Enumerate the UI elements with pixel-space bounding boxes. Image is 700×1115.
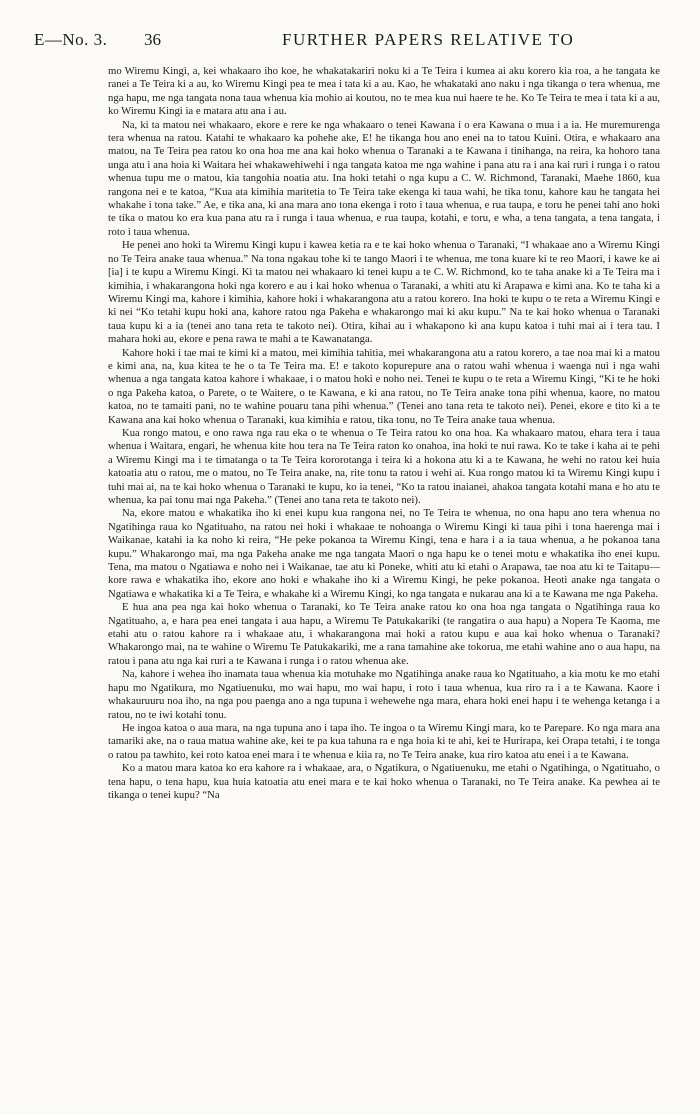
running-title: FURTHER PAPERS RELATIVE TO — [282, 30, 575, 49]
paragraph-7: E hua ana pea nga kai hoko whenua o Taranaki, ko Te Teira anake ratou ko ona hoa nga tangata o Ngatihinga raua ko Ngatituaho, a, e hara pea enei tangata i aua hapu, a Wiremu Te Patukakariki (te rangatira o aua hapu) a Nopera Te Kaoma, me etahi atu o ratou kahore ra i whakaae atu, i whakarangona mai hoki a ratou kupu e aua kai hoko whenua o Taranaki? Whakarongo mai, na te wahine o Wiremu Te Patukakariki, me a rana tamahine ake tokorua, me etahi wahine ano o aua hapu, na ratou i pana atu nga kai ruri a te Kawana i runga i o ratou whenua ake. — [108, 601, 660, 667]
paragraph-8: Na, kahore i wehea iho inamata taua whenua kia motuhake mo Ngatihinga anake raua ko Ngatituaho, a kia motu ke mo etahi hapu mo Ngatikura, mo Ngatiuenuku, mo wai hapu, mo wai hapu, i roto i taua whenua, kua riro ra i a te Kawana. Kaore i whakauruuru noa iho, na nga pou paenga ano a nga tupuna i wehewehe nga mara, ehara hoki enei hapu i te wehenga ketanga i a ratou, no te iwi kotahi tonu. — [108, 668, 660, 721]
paragraph-2: Na, ki ta matou nei whakaaro, ekore e rere ke nga whakaaro o tenei Kawana i o era Kawana o mua i a ia. He muremurenga tera whenua na ratou. Katahi te whakaaro ka pohehe ake, E! he tikanga hou ano enei na to tatou Kuini. Otira, e whakaaro ana matou, na Te Teira pea ratou ko ona hoa me ana kai hoko whenua o Taranaki a te Kawana i tinihanga, na reira, ka hohoro tana unga atu i ana hoia ki Waitara hei whakawehiwehi i nga tangata katoa me nga wahine i pana atu ra i ana kai ruri i runga i o ratou whenua tupu me o matou, kia tangohia noatia atu. Ina hoki tetahi o nga kupu a C. W. Richmond, Taranaki, Maehe 1860, kua rangona nei e te katoa, “Kua ata kimihia maritetia to Te Teira take ekenga ki taua wahi, he tika tonu, kahore kau he tangata hei whakahe i tona take.” Ae, e tika ana, ki ana mara ano tona ekenga i roto i taua whenua, e rua taupa, e toru he penei tahi ano hoki te tika o matou ko era kua pana atu ra i runga i taua whenua, e rua taupa, kotahi, e toru, e wha, a tena tangata, a tena tangata, i roto i taua whenua. — [108, 118, 660, 238]
paragraph-5: Kua rongo matou, e ono rawa nga rau eka o te whenua o Te Teira ratou ko ona hoa. Ka whakaaro matou, ehara tera i taua whenua i Waitara, engari, he whenua kite hou tera na Te Teira raton ko onahoa, ina hoki te nui rawa. Ko te take i kaha ai te pehi a Wiremu Kingi ma i te timatanga o ta Te Teira kororotanga i teira ki a hokona atu ki a te Kawana, he wehi no ratou kei huia katoatia atu o ratou, me o matou, no Te Teira anake, na, rite tonu ta ratou i wehi ai. Kua rongo matou ki ta Wiremu Kingi kupu i tuhi mai ai, na te kai hoko whenua o Taranaki te kupu, ko ia tenei, “Ko ta ratou inaianei, ahakoa tangata kotahi mana e ho atu te whenua, ka pai tonu mai nga Pakeha.” (Tenei ano tana reta te takoto nei). — [108, 426, 660, 506]
page-header — [34, 30, 674, 54]
paragraph-3: He penei ano hoki ta Wiremu Kingi kupu i kawea ketia ra e te kai hoko whenua o Taranaki, “I whakaae ano a Wiremu Kingi no Te Teira anake taua whenua.” Na tona ngakau tohe ki te tango Maori i te whenua, me tona kuare ki te reo Maori, i kawe ke ai [ia] i te kupu a Wiremu Kingi. Ki ta matou nei whakaaro ki tenei kupu a te C. W. Richmond, ko te taha anake ki a Te Teira ma i kimihia, i whakarangona hoki nga korero e au i kai hoko whenua o Taranaki, a whiti atu ki Arapawa e kimi ana. Ko te taha ki a Wiremu Kingi ma, kahore i kimihia, kahore hoki i whakarangona atu a ratou korero. Ina hoki te kupu o te reta a Wiremu Kingi e ki nei “Ko tetahi kupu hoki ana, kahore ratou nga Pakeha e whakarongo mai ki aku kupu.” Na te kai hoko whenua o Taranaki taua kupu ki a ia (tenei ano tana reta te takoto nei). Otira, kihai au i whakapono ki ana kupu katoa i tuhi mai ai i tera tau. I mahara hoki au, ekore e pena rawa te mahi a te Kawanatanga. — [108, 239, 660, 346]
paragraph-9: He ingoa katoa o aua mara, na nga tupuna ano i tapa iho. Te ingoa o ta Wiremu Kingi mara, ko te Parepare. Ko nga mara ana tamariki ake, na o raua matua wahine ake, kei te pa kua tahuna ra e nga hoia ki te ahi, kei te Hurirapa, kei Orapa tetahi, i te tonga o ratou pa tawhito, kei roto katoa enei mara i te whenua e kiia ra, no Te Teira anake, kua riro katoa atu enei i a te Kawana. — [108, 721, 660, 761]
page-number: 36 — [144, 30, 161, 49]
document-body — [108, 65, 660, 802]
paragraph-10: Ko a matou mara katoa ko era kahore ra i whakaae, ara, o Ngatikura, o Ngatiuenuku, me etahi o Ngatihinga, o Ngatituaho, o tena hapu, o tena hapu, kua huia katoatia atu enei mara e te kai hoko whenua o Taranaki, no Te Teira anake. Ka pewhea ai te tikanga o tenei kupu? “Na — [108, 762, 660, 801]
paragraph-4: Kahore hoki i tae mai te kimi ki a matou, mei kimihia tahitia, mei whakarangona atu a ratou korero, a tae noa mai ki a matou e kimi ana, na, kua kitea te he o ta Te Teira ma. E! e takoto kopurepure ana o ratou wahi whenua i waenga nui i nga wahi whenua a nga tangata katoa kahore i whakaae, i o matou hoki e noho nei. Tenei te kupu o te reta a Wiremu Kingi, “Ki te he hoki o nga Pakeha katoa, o Parete, o te Waitere, o te Kawana, e ki ana ratou, no Te Teira anake tona pihi whenua, kaore, no matou katoa, no te tamaiti pani, no te wahine pouaru tana pihi whenua.” (Tenei ano tana reta te takoto nei). Penei, ekore e tito ki a te Kawana ana kai hoko whenua o Taranaki, kua kimihia e ratou, tika tonu, no Te Teira anake taua whenua. — [108, 346, 660, 426]
paragraph-6: Na, ekore matou e whakatika iho ki enei kupu kua rangona nei, no Te Teira te whenua, no ona hapu ano tera whenua no Ngatihinga raua ko Ngatituaho, na ratou nei hoki i whakaae te nohoanga o Wiremu Kingi ki taua pihi i tona haerenga mai i Waikanae, katahi ia ka noho ki reira, “He peke pokanoa ta Wiremu Kingi, tena e hara i a ia taua whenua, a he pokanoa tana kupu.” Whakarongo mai, ma nga Pakeha anake me nga tangata Maori o nga hapu ke o tenei motu e whakatika iho enei kupu. Tena, ma matou o Ngatiawa e noho nei i Waikanae, tae atu ki Poneke, whiti atu ki etahi o Arapawa, tae noa atu ki te Taitapu—kore rawa e whakatika iho, ekore ano hoki e whakahe iho ki a Wiremu Kingi, he peke pokanoa. Heoti anake nga tangata o Ngatiawa e whakatika ki a Te Teira, e whakahe ki a Wiremu Kingi, ko nga tangata e nukarau ana ki a te Kawana me nga Pakeha. — [108, 507, 660, 600]
series-label: E—No. 3. — [34, 30, 108, 49]
paragraph-1: mo Wiremu Kingi, a, kei whakaaro iho koe, he whakatakariri noku ki a Te Teira i kumea ai aku korero kia roa, a he tangata ke ranei a Te Teira ki a au, ko Wiremu Kingi pea te mea i tata ki a au. Kao, he whakataki ano naku i nga tikanga o tera whenua, me nga hapu, me nga tangata nona taua whenua kia mohio ai koutou, no te mea kua nui haere te he. Ko Te Teira te mea i tata ki a au, ko Wiremu Kingi ia e matara atu ana i au. — [108, 65, 660, 118]
